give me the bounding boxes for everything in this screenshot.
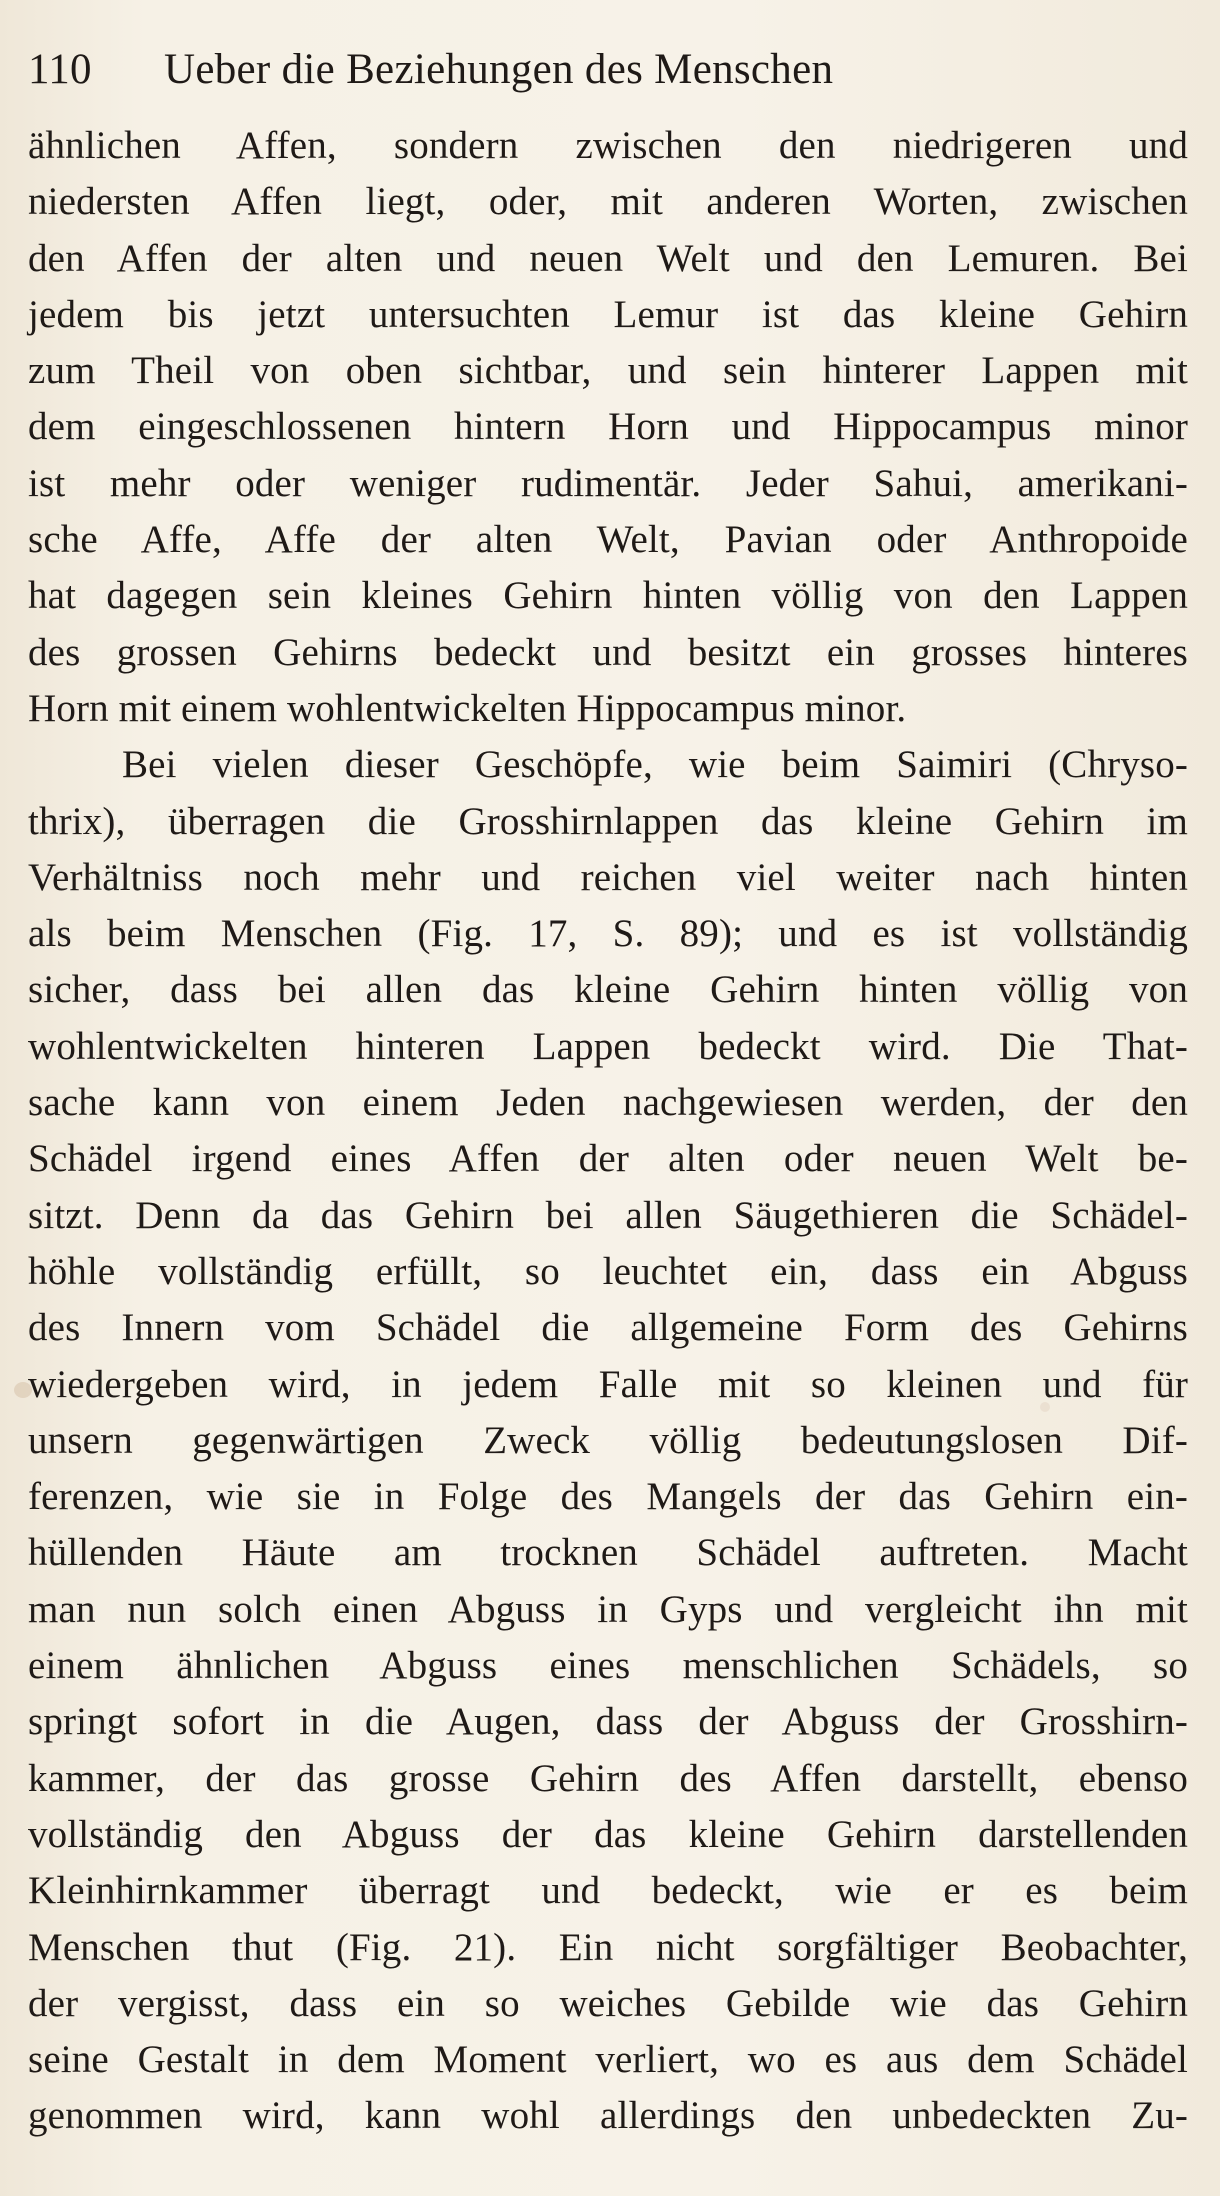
text-line: ferenzen, wie sie in Folge des Mangels der das Gehirn ein- bbox=[28, 1475, 1188, 1519]
text-line: als beim Menschen (Fig. 17, S. 89); und es ist vollständig bbox=[28, 912, 1188, 956]
text-line: ist mehr oder weniger rudimentär. Jeder Sahui, amerikani- bbox=[28, 461, 1188, 505]
text-line: springt sofort in die Augen, dass der Abguss der Grosshirn- bbox=[28, 1700, 1188, 1744]
text-line: sitzt. Denn da das Gehirn bei allen Säugethieren die Schädel- bbox=[28, 1193, 1188, 1237]
text-line: höhle vollständig erfüllt, so leuchtet ein, dass ein Abguss bbox=[28, 1249, 1188, 1293]
text-line: Bei vielen dieser Geschöpfe, wie beim Saimiri (Chryso- bbox=[122, 743, 1188, 787]
text-line: hat dagegen sein kleines Gehirn hinten völlig von den Lappen bbox=[28, 574, 1188, 618]
text-line: ähnlichen Affen, sondern zwischen den niedrigeren und bbox=[28, 124, 1188, 167]
text-line: thrix), überragen die Grosshirnlappen das kleine Gehirn im bbox=[28, 799, 1188, 843]
text-line: Kleinhirnkammer überragt und bedeckt, wie er es beim bbox=[28, 1869, 1188, 1913]
text-line: sicher, dass bei allen das kleine Gehirn hinten völlig von bbox=[28, 968, 1188, 1012]
running-title: Ueber die Beziehungen des Menschen bbox=[164, 46, 834, 93]
text-line: wiedergeben wird, in jedem Falle mit so kleinen und für bbox=[28, 1362, 1188, 1406]
text-line: Horn mit einem wohlentwickelten Hippocampus minor. bbox=[28, 686, 907, 730]
text-line: Menschen thut (Fig. 21). Ein nicht sorgfältiger Beobachter, bbox=[28, 1925, 1188, 1969]
text-line: kammer, der das grosse Gehirn des Affen darstellt, ebenso bbox=[28, 1756, 1188, 1800]
text-line: genommen wird, kann wohl allerdings den unbedeckten Zu- bbox=[28, 2094, 1188, 2138]
text-line: jedem bis jetzt untersuchten Lemur ist das kleine Gehirn bbox=[28, 292, 1188, 336]
text-line: der vergisst, dass ein so weiches Gebilde wie das Gehirn bbox=[28, 1981, 1188, 2025]
text-line: dem eingeschlossenen hintern Horn und Hippocampus minor bbox=[28, 405, 1188, 449]
page-number: 110 bbox=[28, 46, 92, 93]
text-line: unsern gegenwärtigen Zweck völlig bedeutungslosen Dif- bbox=[28, 1418, 1188, 1462]
text-line: wohlentwickelten hinteren Lappen bedeckt wird. Die That- bbox=[28, 1024, 1188, 1068]
text-line: des grossen Gehirns bedeckt und besitzt ein grosses hinteres bbox=[28, 630, 1188, 674]
text-line: des Innern vom Schädel die allgemeine Form des Gehirns bbox=[28, 1306, 1188, 1350]
text-line: Schädel irgend eines Affen der alten oder neuen Welt be- bbox=[28, 1137, 1188, 1181]
text-line: man nun solch einen Abguss in Gyps und vergleicht ihn mit bbox=[28, 1587, 1188, 1631]
text-line: sche Affe, Affe der alten Welt, Pavian oder Anthropoide bbox=[28, 518, 1188, 562]
text-line: vollständig den Abguss der das kleine Gehirn darstellenden bbox=[28, 1812, 1188, 1856]
text-line: seine Gestalt in dem Moment verliert, wo es aus dem Schädel bbox=[28, 2038, 1188, 2082]
text-line: niedersten Affen liegt, oder, mit anderen Worten, zwischen bbox=[28, 180, 1188, 224]
text-line: einem ähnlichen Abguss eines menschlichen Schädels, so bbox=[28, 1644, 1188, 1688]
body-text bbox=[28, 118, 1188, 2145]
page-header bbox=[28, 38, 1188, 102]
text-line: den Affen der alten und neuen Welt und den Lemuren. Bei bbox=[28, 236, 1188, 280]
text-line: hüllenden Häute am trocknen Schädel auftreten. Macht bbox=[28, 1531, 1188, 1575]
text-line: Verhältniss noch mehr und reichen viel weiter nach hinten bbox=[28, 855, 1188, 899]
text-line: sache kann von einem Jeden nachgewiesen werden, der den bbox=[28, 1081, 1188, 1125]
text-line: zum Theil von oben sichtbar, und sein hinterer Lappen mit bbox=[28, 349, 1188, 393]
